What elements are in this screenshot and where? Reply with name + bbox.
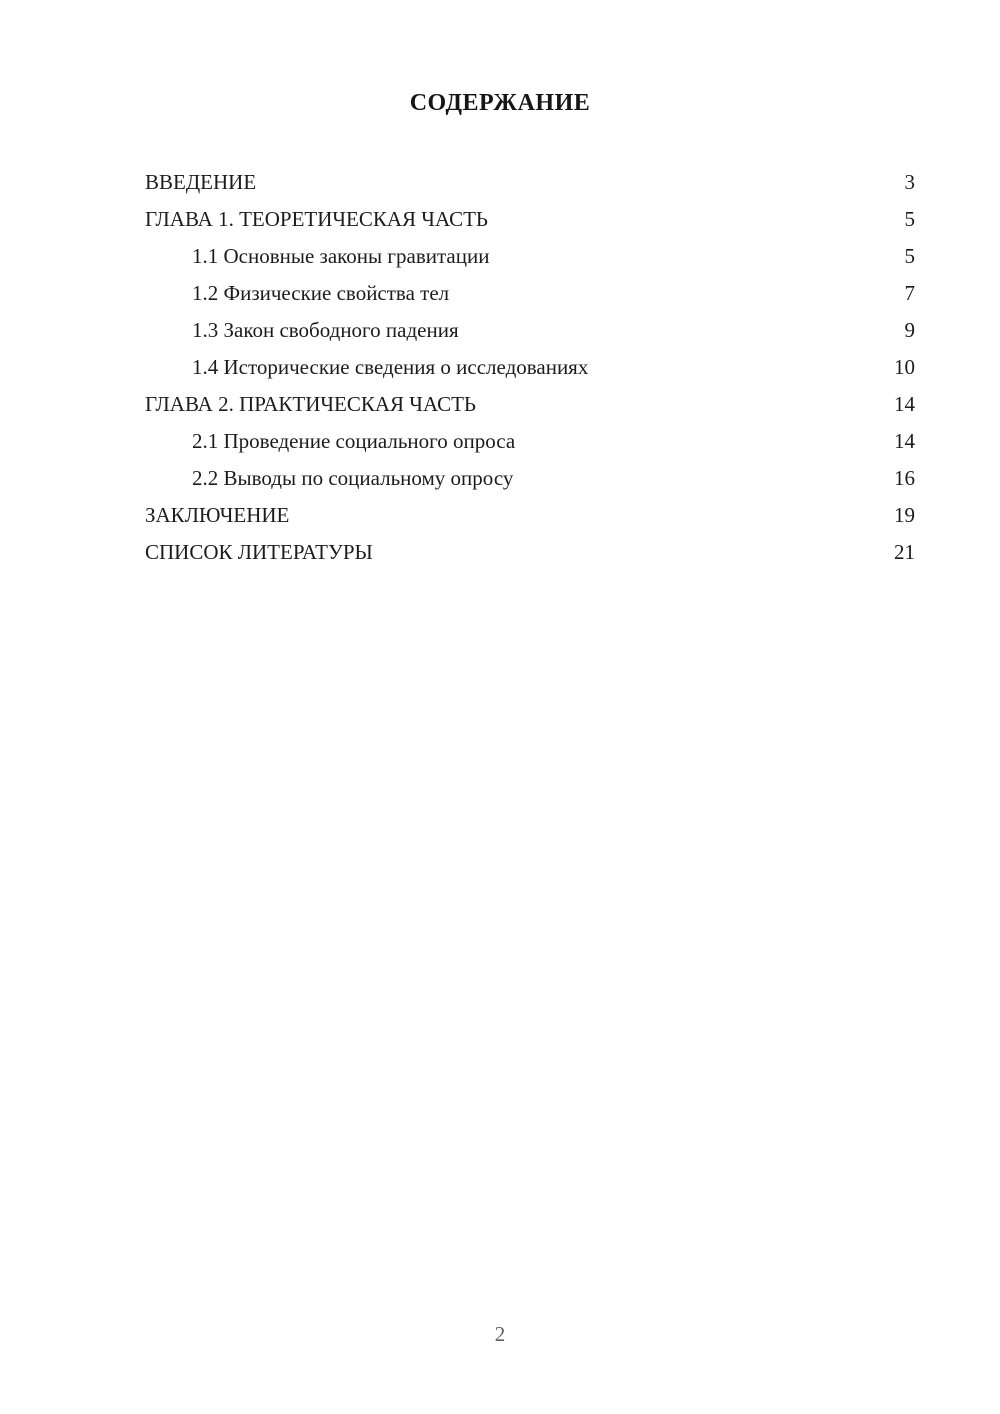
toc-entry-label: 1.1 Основные законы гравитации	[192, 244, 490, 268]
toc-entry-1-1	[145, 238, 915, 275]
toc-entry-introduction	[145, 164, 915, 201]
toc-entry-page: 19	[894, 503, 915, 527]
toc-entry-page: 9	[904, 318, 915, 342]
toc-entry-chapter-1	[145, 201, 915, 238]
toc-entry-1-4	[145, 349, 915, 386]
toc-entry-chapter-2	[145, 386, 915, 423]
toc-entry-page: 5	[904, 207, 915, 231]
toc-entry-page: 10	[894, 355, 915, 379]
toc-entry-2-1	[145, 423, 915, 460]
toc-entry-label: ЗАКЛЮЧЕНИЕ	[145, 503, 290, 527]
toc-entry-1-2	[145, 275, 915, 312]
footer-page-number: 2	[494, 1322, 506, 1346]
toc-entry-page: 14	[894, 429, 915, 453]
toc-entry-1-3	[145, 312, 915, 349]
toc-entry-label: 2.2 Выводы по социальному опросу	[192, 466, 514, 490]
toc-entry-conclusion	[145, 497, 915, 534]
toc-entry-bibliography	[145, 534, 915, 571]
toc-entry-label: 2.1 Проведение социального опроса	[192, 429, 516, 453]
toc-entry-page: 21	[894, 540, 915, 564]
toc-entry-label: СПИСОК ЛИТЕРАТУРЫ	[145, 540, 373, 564]
toc-entry-page: 3	[904, 170, 915, 194]
toc-entry-page: 16	[894, 466, 915, 490]
toc-entry-label: 1.4 Исторические сведения о исследованиях	[192, 355, 589, 379]
toc-entry-label: 1.3 Закон свободного падения	[192, 318, 459, 342]
toc-entry-page: 14	[894, 392, 915, 416]
toc-entry-label: ГЛАВА 2. ПРАКТИЧЕСКАЯ ЧАСТЬ	[145, 392, 476, 416]
toc-entry-page: 5	[904, 244, 915, 268]
toc-entry-label: ГЛАВА 1. ТЕОРЕТИЧЕСКАЯ ЧАСТЬ	[145, 207, 488, 231]
toc-entry-label: 1.2 Физические свойства тел	[192, 281, 450, 305]
toc-entry-2-2	[145, 460, 915, 497]
page-title: СОДЕРЖАНИЕ	[409, 90, 591, 116]
toc-entry-page: 7	[904, 281, 915, 305]
table-of-contents	[145, 164, 915, 571]
toc-entry-label: ВВЕДЕНИЕ	[145, 170, 257, 194]
